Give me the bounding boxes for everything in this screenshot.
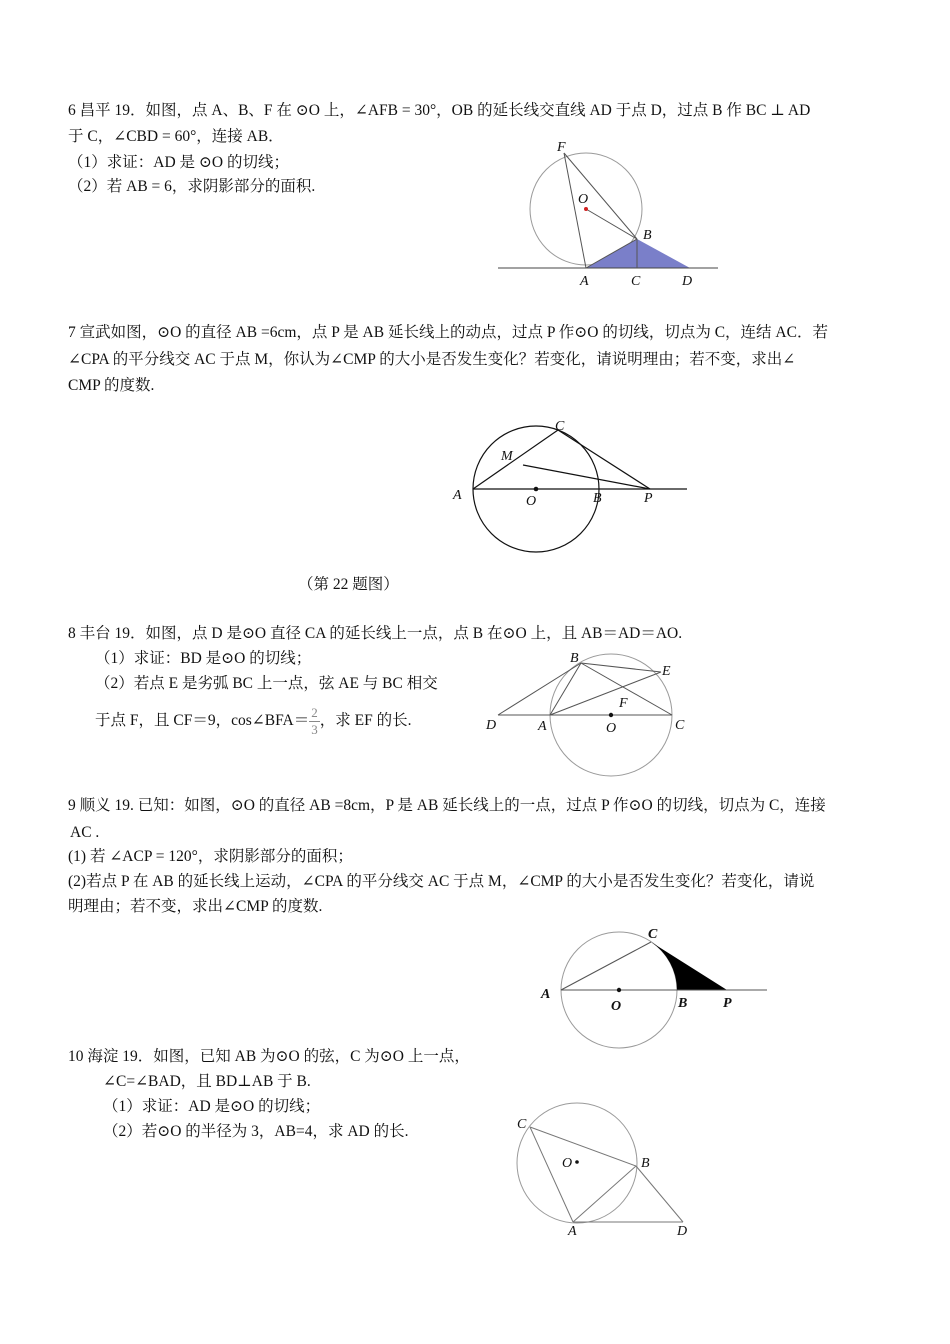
label-O: O <box>562 1156 573 1171</box>
p7-line1: 7 宣武如图，⊙O 的直径 AB =6cm，点 P 是 AB 延长线上的动点，过点 P 作⊙O 的切线，切点为 C，连结 AC．若 <box>68 324 828 341</box>
figure-6 <box>490 135 730 295</box>
p8-q2: （2）若点 E 是劣弧 BC 上一点，弦 AE 与 BC 相交 <box>95 675 438 692</box>
p9-q2: (2)若点 P 在 AB 的延长线上运动，∠CPA 的平分线交 AC 于点 M，∠CMP 的大小是否发生变化？若变化，请说 <box>68 873 815 890</box>
label-B: B <box>570 651 579 666</box>
label-A: A <box>541 987 551 1002</box>
center-point-9 <box>617 988 621 992</box>
figure-10 <box>505 1095 715 1245</box>
figure-9 <box>535 920 775 1055</box>
label-F: F <box>557 140 566 155</box>
p8-q2-cont-text: 于点 F，且 CF＝9，cos∠BFA＝ <box>95 712 310 730</box>
label-P: P <box>723 996 732 1011</box>
p8-line1: 8 丰台 19．如图，点 D 是⊙O 直径 CA 的延长线上一点，点 B 在⊙O 上，且 AB＝AD＝AO. <box>68 625 683 642</box>
p9-line2: AC . <box>70 824 100 841</box>
fraction-denominator: 3 <box>311 722 318 737</box>
shaded-region-6 <box>586 239 690 268</box>
figure-8 <box>480 645 700 780</box>
label-B: B <box>593 491 602 506</box>
label-B: B <box>641 1156 650 1171</box>
p10-q2: （2）若⊙O 的半径为 3，AB=4，求 AD 的长. <box>103 1123 409 1140</box>
p8-q1: （1）求证：BD 是⊙O 的切线； <box>95 650 312 667</box>
label-O: O <box>578 192 589 207</box>
figure-caption: （第 22 题图） <box>298 576 399 593</box>
center-point-10 <box>575 1160 579 1164</box>
label-C: C <box>675 718 685 733</box>
p6-q1: （1）求证：AD 是 ⊙O 的切线； <box>68 154 289 171</box>
p10-q1: （1）求证：AD 是⊙O 的切线； <box>103 1098 321 1115</box>
label-O: O <box>526 494 537 509</box>
label-C: C <box>517 1117 527 1132</box>
p8-q2-end: ，求 EF 的长. <box>319 712 412 730</box>
label-B: B <box>643 228 652 243</box>
fraction-2-3 <box>309 705 320 738</box>
center-point-6 <box>584 207 588 211</box>
label-A: A <box>580 274 589 289</box>
center-point-7 <box>534 487 539 492</box>
shaded-region-9 <box>651 942 727 990</box>
p6-q2: （2）若 AB = 6，求阴影部分的面积. <box>68 178 316 195</box>
label-A: A <box>453 488 462 503</box>
label-M: M <box>501 449 513 464</box>
p10-line2: ∠C=∠BAD，且 BD⊥AB 于 B. <box>103 1073 311 1090</box>
p8-q2-cont <box>95 705 411 738</box>
label-D: D <box>682 274 693 289</box>
label-B: B <box>678 996 688 1011</box>
p9-q1: (1) 若 ∠ACP = 120°，求阴影部分的面积； <box>68 848 353 865</box>
label-A: A <box>538 719 547 734</box>
p9-q2-cont: 明理由；若不变，求出∠CMP 的度数. <box>68 898 323 915</box>
label-O: O <box>611 999 622 1014</box>
label-C: C <box>631 274 641 289</box>
center-point-8 <box>609 713 613 717</box>
label-C: C <box>648 927 658 942</box>
p6-line2: 于 C，∠CBD = 60°，连接 AB． <box>68 128 284 145</box>
label-D: D <box>677 1224 688 1239</box>
label-D: D <box>486 718 497 733</box>
p7-line3: CMP 的度数. <box>68 377 155 394</box>
p9-line1: 9 顺义 19. 已知：如图，⊙O 的直径 AB =8cm，P 是 AB 延长线上的一点，过点 P 作⊙O 的切线，切点为 C，连接 <box>68 797 826 814</box>
fraction-numerator: 2 <box>311 705 318 720</box>
label-C: C <box>555 419 565 434</box>
label-A: A <box>568 1224 577 1239</box>
p6-line1: 6 昌平 19．如图，点 A、B、F 在 ⊙O 上，∠AFB = 30°，OB 的延长线交直线 AD 于点 D，过点 B 作 BC ⊥ AD <box>68 102 811 119</box>
figure-7 <box>445 410 695 560</box>
label-E: E <box>662 664 671 679</box>
p7-line2: ∠CPA 的平分线交 AC 于点 M，你认为∠CMP 的大小是否发生变化？若变化，请说明理由；若不变，求出∠ <box>68 351 796 368</box>
label-O: O <box>606 721 617 736</box>
label-P: P <box>644 491 653 506</box>
label-F: F <box>619 696 628 711</box>
p10-line1: 10 海淀 19．如图，已知 AB 为⊙O 的弦，C 为⊙O 上一点， <box>68 1048 470 1065</box>
